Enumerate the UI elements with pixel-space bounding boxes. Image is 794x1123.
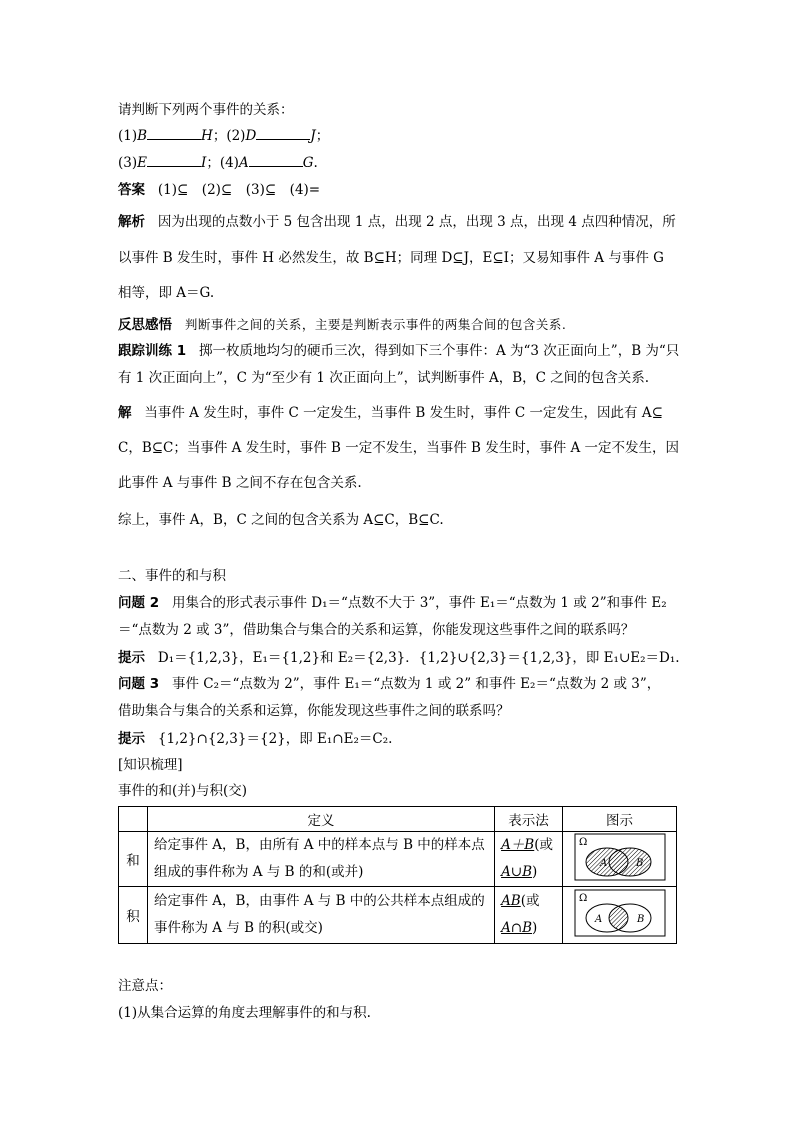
reflection-label: 反思感悟 [118, 317, 172, 333]
definition-line: 组成的事件称为 A 与 B 的和(或并) [153, 864, 364, 880]
row-name: 积 [119, 887, 148, 944]
hint3-label: 提示 [118, 731, 145, 747]
solution-text: 当事件 A 发生时，事件 C 一定发生，当事件 B 发生时，事件 C 一定发生，因此有 A⊆ [144, 405, 663, 421]
blank-line-2 [118, 151, 318, 171]
notation-cell [495, 832, 563, 887]
event-letter: A [238, 155, 249, 171]
set-a-label: A [599, 858, 607, 869]
question-intro: 请判断下列两个事件的关系： [118, 102, 294, 118]
notation-cell [495, 887, 563, 944]
question3-line-2: 借助集合与集合的关系和运算，你能发现这些事件之间的联系吗？ [118, 703, 510, 719]
solution-line-1 [118, 401, 663, 421]
notation-text: ) [532, 864, 538, 880]
event-letter: I [200, 155, 207, 171]
training-line-1 [118, 339, 679, 359]
question3-line-1 [118, 672, 660, 692]
analysis-line-2: 以事件 B 发生时，事件 H 必然发生，故 B⊆H；同理 D⊆J，E⊆I；又易知事件 A 与事件 G [118, 250, 664, 266]
reflection-text: 判断事件之间的关系，主要是判断表示事件的两集合间的包含关系. [184, 317, 567, 332]
answer-line [118, 178, 320, 198]
notation-text: (或 [534, 837, 554, 853]
set-b-label: B [636, 914, 644, 925]
fill-blank[interactable] [249, 154, 303, 167]
training-line-2: 有 1 次正面向上”，C 为“至少有 1 次正面向上”，试判断事件 A，B，C 之间的包含关系. [118, 370, 650, 386]
intersection-venn-diagram [574, 889, 666, 937]
notes-label: 注意点： [118, 978, 172, 994]
answer-label: 答案 [118, 182, 145, 198]
question3-text: 事件 C₂＝“点数为 2”，事件 E₁＝“点数为 1 或 2” 和事件 E₂＝“点数为 2 或 3”， [171, 676, 661, 692]
item-number: (3) [118, 155, 138, 171]
hint3-line [118, 727, 392, 747]
section-title: 二、事件的和与积 [118, 568, 226, 584]
note-1: (1)从集合运算的角度去理解事件的和与积. [118, 1005, 371, 1021]
event-letter: H [201, 128, 213, 144]
header-cell: 图示 [563, 807, 677, 832]
omega-label: Ω [578, 893, 587, 904]
question2-text: 用集合的形式表示事件 D₁＝“点数不大于 3”，事件 E₁＝“点数为 1 或 2”和事件 E₂ [171, 595, 667, 611]
solution-line-2: C，B⊆C；当事件 A 发生时，事件 B 一定不发生，当事件 B 发生时，事件 A 一定不发生，因 [118, 440, 680, 456]
blank-line-1 [118, 124, 329, 144]
header-cell: 表示法 [495, 807, 563, 832]
table-header-row [119, 807, 677, 832]
question2-line-2: ＝“点数为 2 或 3”，借助集合与集合的关系和运算，你能发现这些事件之间的联系吗？ [118, 622, 635, 638]
union-venn-diagram [574, 833, 666, 881]
item-number: ；(4) [206, 155, 239, 171]
venn-cell [563, 832, 677, 887]
question2-line-1 [118, 591, 667, 611]
set-a-label: A [594, 914, 602, 925]
item-number: (1) [118, 128, 138, 144]
analysis-line-1 [118, 210, 676, 230]
analysis-text: 因为出现的点数小于 5 包含出现 1 点，出现 2 点，出现 3 点，出现 4 点四种情况，所 [157, 214, 676, 230]
punctuation: . [313, 155, 318, 171]
definition-cell [147, 887, 494, 944]
venn-cell [563, 887, 677, 944]
hint2-label: 提示 [118, 650, 145, 666]
training-label: 跟踪训练 1 [118, 343, 187, 359]
question2-label: 问题 2 [118, 595, 160, 611]
notation-symbol: A∪B [501, 864, 533, 880]
set-b-ellipse [609, 848, 651, 876]
notation-text: (或 [520, 893, 540, 909]
hint2-line [118, 646, 680, 666]
notation-symbol: A∩B [501, 920, 533, 936]
question3-label: 问题 3 [118, 676, 160, 692]
notation-symbol: AB [501, 893, 521, 909]
answer-text: (1)⊆ (2)⊆ (3)⊆ (4)= [157, 182, 321, 198]
omega-label: Ω [578, 837, 587, 848]
set-b-label: B [635, 858, 643, 869]
analysis-label: 解析 [118, 214, 145, 230]
event-letter: J [310, 128, 316, 144]
reflection-line [118, 313, 566, 333]
fill-blank[interactable] [147, 127, 201, 140]
header-cell: 定义 [147, 807, 494, 832]
event-letter: E [137, 155, 147, 171]
table-title: 事件的和(并)与积(交) [118, 783, 248, 799]
training-text: 掷一枚质地均匀的硬币三次，得到如下三个事件：A 为“3 次正面向上”，B 为“只 [198, 343, 680, 359]
event-letter: B [137, 128, 148, 144]
event-letter: G [302, 155, 314, 171]
fill-blank[interactable] [256, 127, 310, 140]
concept-table [118, 806, 677, 944]
notation-symbol: A＋B [501, 837, 535, 853]
item-number: ；(2) [212, 128, 246, 144]
hint2-text: D₁＝{1,2,3}，E₁＝{1,2}和 E₂＝{2,3}．{1,2}∪{2,3}＝{1,2,3}，即 E₁∪E₂＝D₁. [157, 650, 680, 666]
knowledge-label: [知识梳理] [118, 757, 183, 773]
header-cell [119, 807, 148, 832]
row-name: 和 [119, 832, 148, 887]
definition-line: 给定事件 A，B，由事件 A 与 B 中的公共样本点组成的 [153, 893, 485, 909]
solution-label: 解 [118, 405, 132, 421]
definition-line: 给定事件 A，B，由所有 A 中的样本点与 B 中的样本点 [153, 837, 485, 853]
solution-conclusion: 综上，事件 A，B，C 之间的包含关系为 A⊆C，B⊆C. [118, 512, 444, 528]
analysis-line-3: 相等，即 A＝G. [118, 285, 215, 301]
notation-text: ) [532, 920, 538, 936]
punctuation: ； [315, 128, 330, 144]
table-row [119, 887, 677, 944]
definition-cell [147, 832, 494, 887]
fill-blank[interactable] [147, 154, 201, 167]
definition-line: 事件称为 A 与 B 的积(或交) [153, 920, 323, 936]
event-letter: D [245, 128, 257, 144]
hint3-text: {1,2}∩{2,3}＝{2}，即 E₁∩E₂＝C₂. [157, 731, 393, 747]
table-row [119, 832, 677, 887]
solution-line-3: 此事件 A 与事件 B 之间不存在包含关系. [118, 475, 362, 491]
